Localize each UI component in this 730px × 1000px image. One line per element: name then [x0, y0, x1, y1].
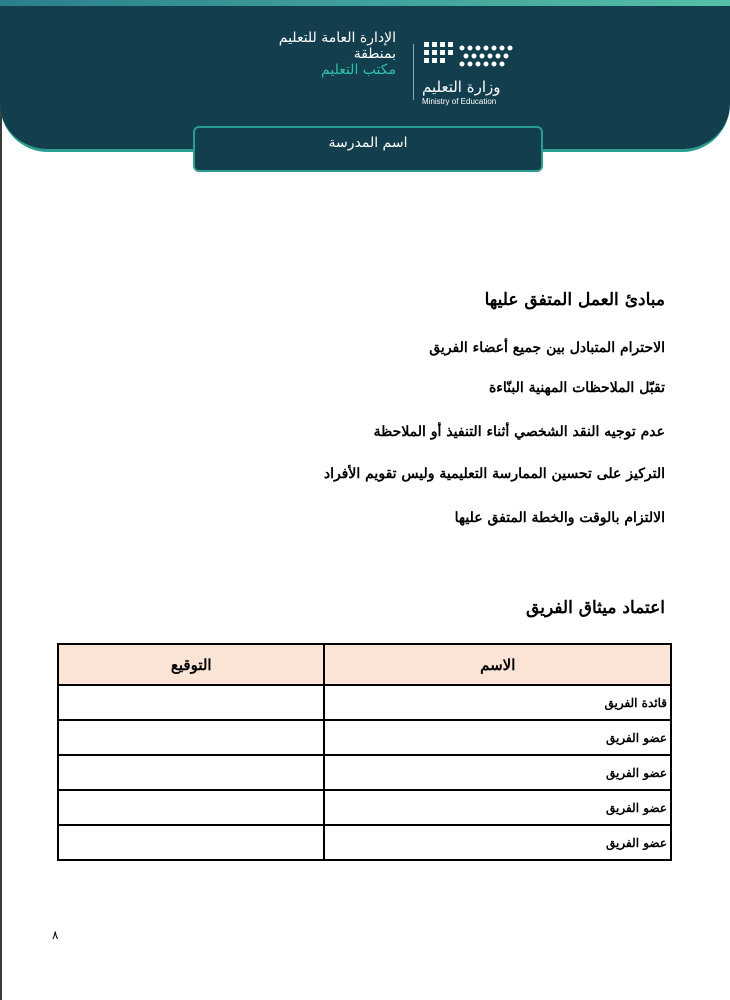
column-header-name: الاسم: [324, 644, 671, 685]
principle-item: الالتزام بالوقت والخطة المتفق عليها: [454, 510, 665, 526]
charter-table: [57, 643, 672, 861]
table-header-row: [58, 644, 671, 685]
logo-english-text: Ministry of Education: [422, 97, 497, 106]
member-role-cell: عضو الفريق: [324, 720, 671, 755]
member-role-cell: عضو الفريق: [324, 790, 671, 825]
principle-item: الاحترام المتبادل بين جميع أعضاء الفريق: [429, 340, 665, 356]
page-edge: [0, 0, 2, 1000]
admin-line-3: مكتب التعليم: [321, 62, 396, 78]
table-row: [58, 685, 671, 720]
table-row: [58, 825, 671, 860]
member-role-cell: عضو الفريق: [324, 755, 671, 790]
signature-cell[interactable]: [58, 790, 324, 825]
table-row: [58, 720, 671, 755]
principle-item: تقبّل الملاحظات المهنية البنّاءة: [488, 380, 665, 396]
member-role-cell: قائدة الفريق: [324, 685, 671, 720]
header-divider: [413, 44, 414, 100]
table-row: [58, 755, 671, 790]
header-strip: [0, 0, 730, 6]
principles-title: مبادئ العمل المتفق عليها: [484, 290, 665, 310]
school-name-label: اسم المدرسة: [328, 135, 408, 151]
charter-title: اعتماد ميثاق الفريق: [526, 598, 665, 618]
signature-cell[interactable]: [58, 685, 324, 720]
admin-block: [216, 30, 396, 78]
page-number: ٨: [52, 928, 59, 942]
signature-cell[interactable]: [58, 755, 324, 790]
logo-arabic-text: وزارة التعليم: [422, 78, 501, 96]
principle-item: التركيز على تحسين الممارسة التعليمية وليس تقويم الأفراد: [323, 466, 665, 482]
admin-line-1: الإدارة العامة للتعليم: [278, 30, 396, 46]
column-header-signature: التوقيع: [58, 644, 324, 685]
table-row: [58, 790, 671, 825]
logo-dots-icon: [422, 40, 514, 72]
signature-cell[interactable]: [58, 825, 324, 860]
school-name-box: [193, 126, 543, 172]
principle-item: عدم توجيه النقد الشخصي أثناء التنفيذ أو الملاحظة: [373, 424, 665, 440]
ministry-logo: [422, 40, 522, 110]
signature-cell[interactable]: [58, 720, 324, 755]
member-role-cell: عضو الفريق: [324, 825, 671, 860]
admin-line-2: بمنطقة: [353, 46, 396, 62]
